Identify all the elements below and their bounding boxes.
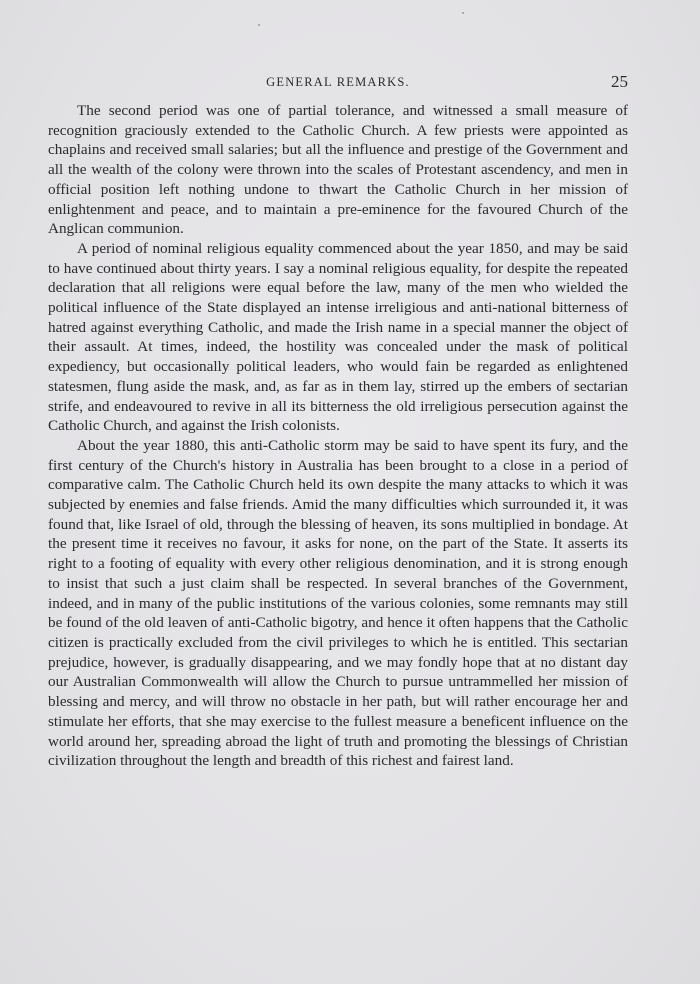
paper-speck	[258, 24, 260, 26]
running-title: GENERAL REMARKS.	[266, 75, 410, 89]
body-text	[48, 101, 628, 771]
paragraph: The second period was one of partial tolerance, and witnessed a small measure of recognition graciously extended to the Catholic Church. A few priests were appointed as chaplains and received small salaries; but all the influence and prestige of the Government and all the wealth of the colony were thrown into the scales of Protestant ascendency, and men in official position left nothing undone to thwart the Catholic Church in her mission of enlightenment and peace, and to maintain a pre-eminence for the favoured Church of the Anglican communion.	[48, 102, 628, 238]
running-head	[48, 72, 628, 92]
paper-speck	[462, 12, 464, 14]
paragraph: About the year 1880, this anti-Catholic storm may be said to have spent its fury, and the first century of the Church's history in Australia has been brought to a close in a period of comparative calm. The Catholic Church held its own despite the many attacks to which it was subjected by enemies and false friends. Amid the many difficulties which surrounded it, it was found that, like Israel of old, through the blessing of heaven, its sons multiplied in bondage. At the present time it receives no favour, it asks for none, on the part of the State. It asserts its right to a footing of equality with every other religious denomination, and it is strong enough to insist that such a just claim shall be respected. In several branches of the Government, indeed, and in many of the public institutions of the various colonies, some remnants may still be found of the old leaven of anti-Catholic bigotry, and hence it often happens that the Catholic citizen is practically excluded from the civil privileges to which he is entitled. This sectarian prejudice, however, is gradually disappearing, and we may fondly hope that at no distant day our Australian Commonwealth will allow the Church to pursue untrammelled her mission of blessing and mercy, and will throw no obstacle in her path, but will rather encourage her and stimulate her efforts, that she may exercise to the fullest measure a beneficent influence on the world around her, spreading abroad the light of truth and promoting the blessings of Christian civilization throughout the length and breadth of this richest and fairest land.	[48, 436, 628, 770]
page-number: 25	[611, 72, 628, 91]
paragraph: A period of nominal religious equality commenced about the year 1850, and may be said to have continued about thirty years. I say a nominal religious equality, for despite the repeated declaration that all religions were equal before the law, many of the men who wielded the political influence of the State displayed an intense irreligious and anti-national bitterness of hatred against everything Catholic, and made the Irish name in a special manner the object of their assault. At times, indeed, the hostility was concealed under the mask of political expediency, but occasionally political leaders, who would fain be regarded as enlightened statesmen, flung aside the mask, and, as far as in them lay, stirred up the embers of sectarian strife, and endeavoured to revive in all its bitterness the old irreligious persecution against the Catholic Church, and against the Irish colonists.	[48, 239, 628, 435]
